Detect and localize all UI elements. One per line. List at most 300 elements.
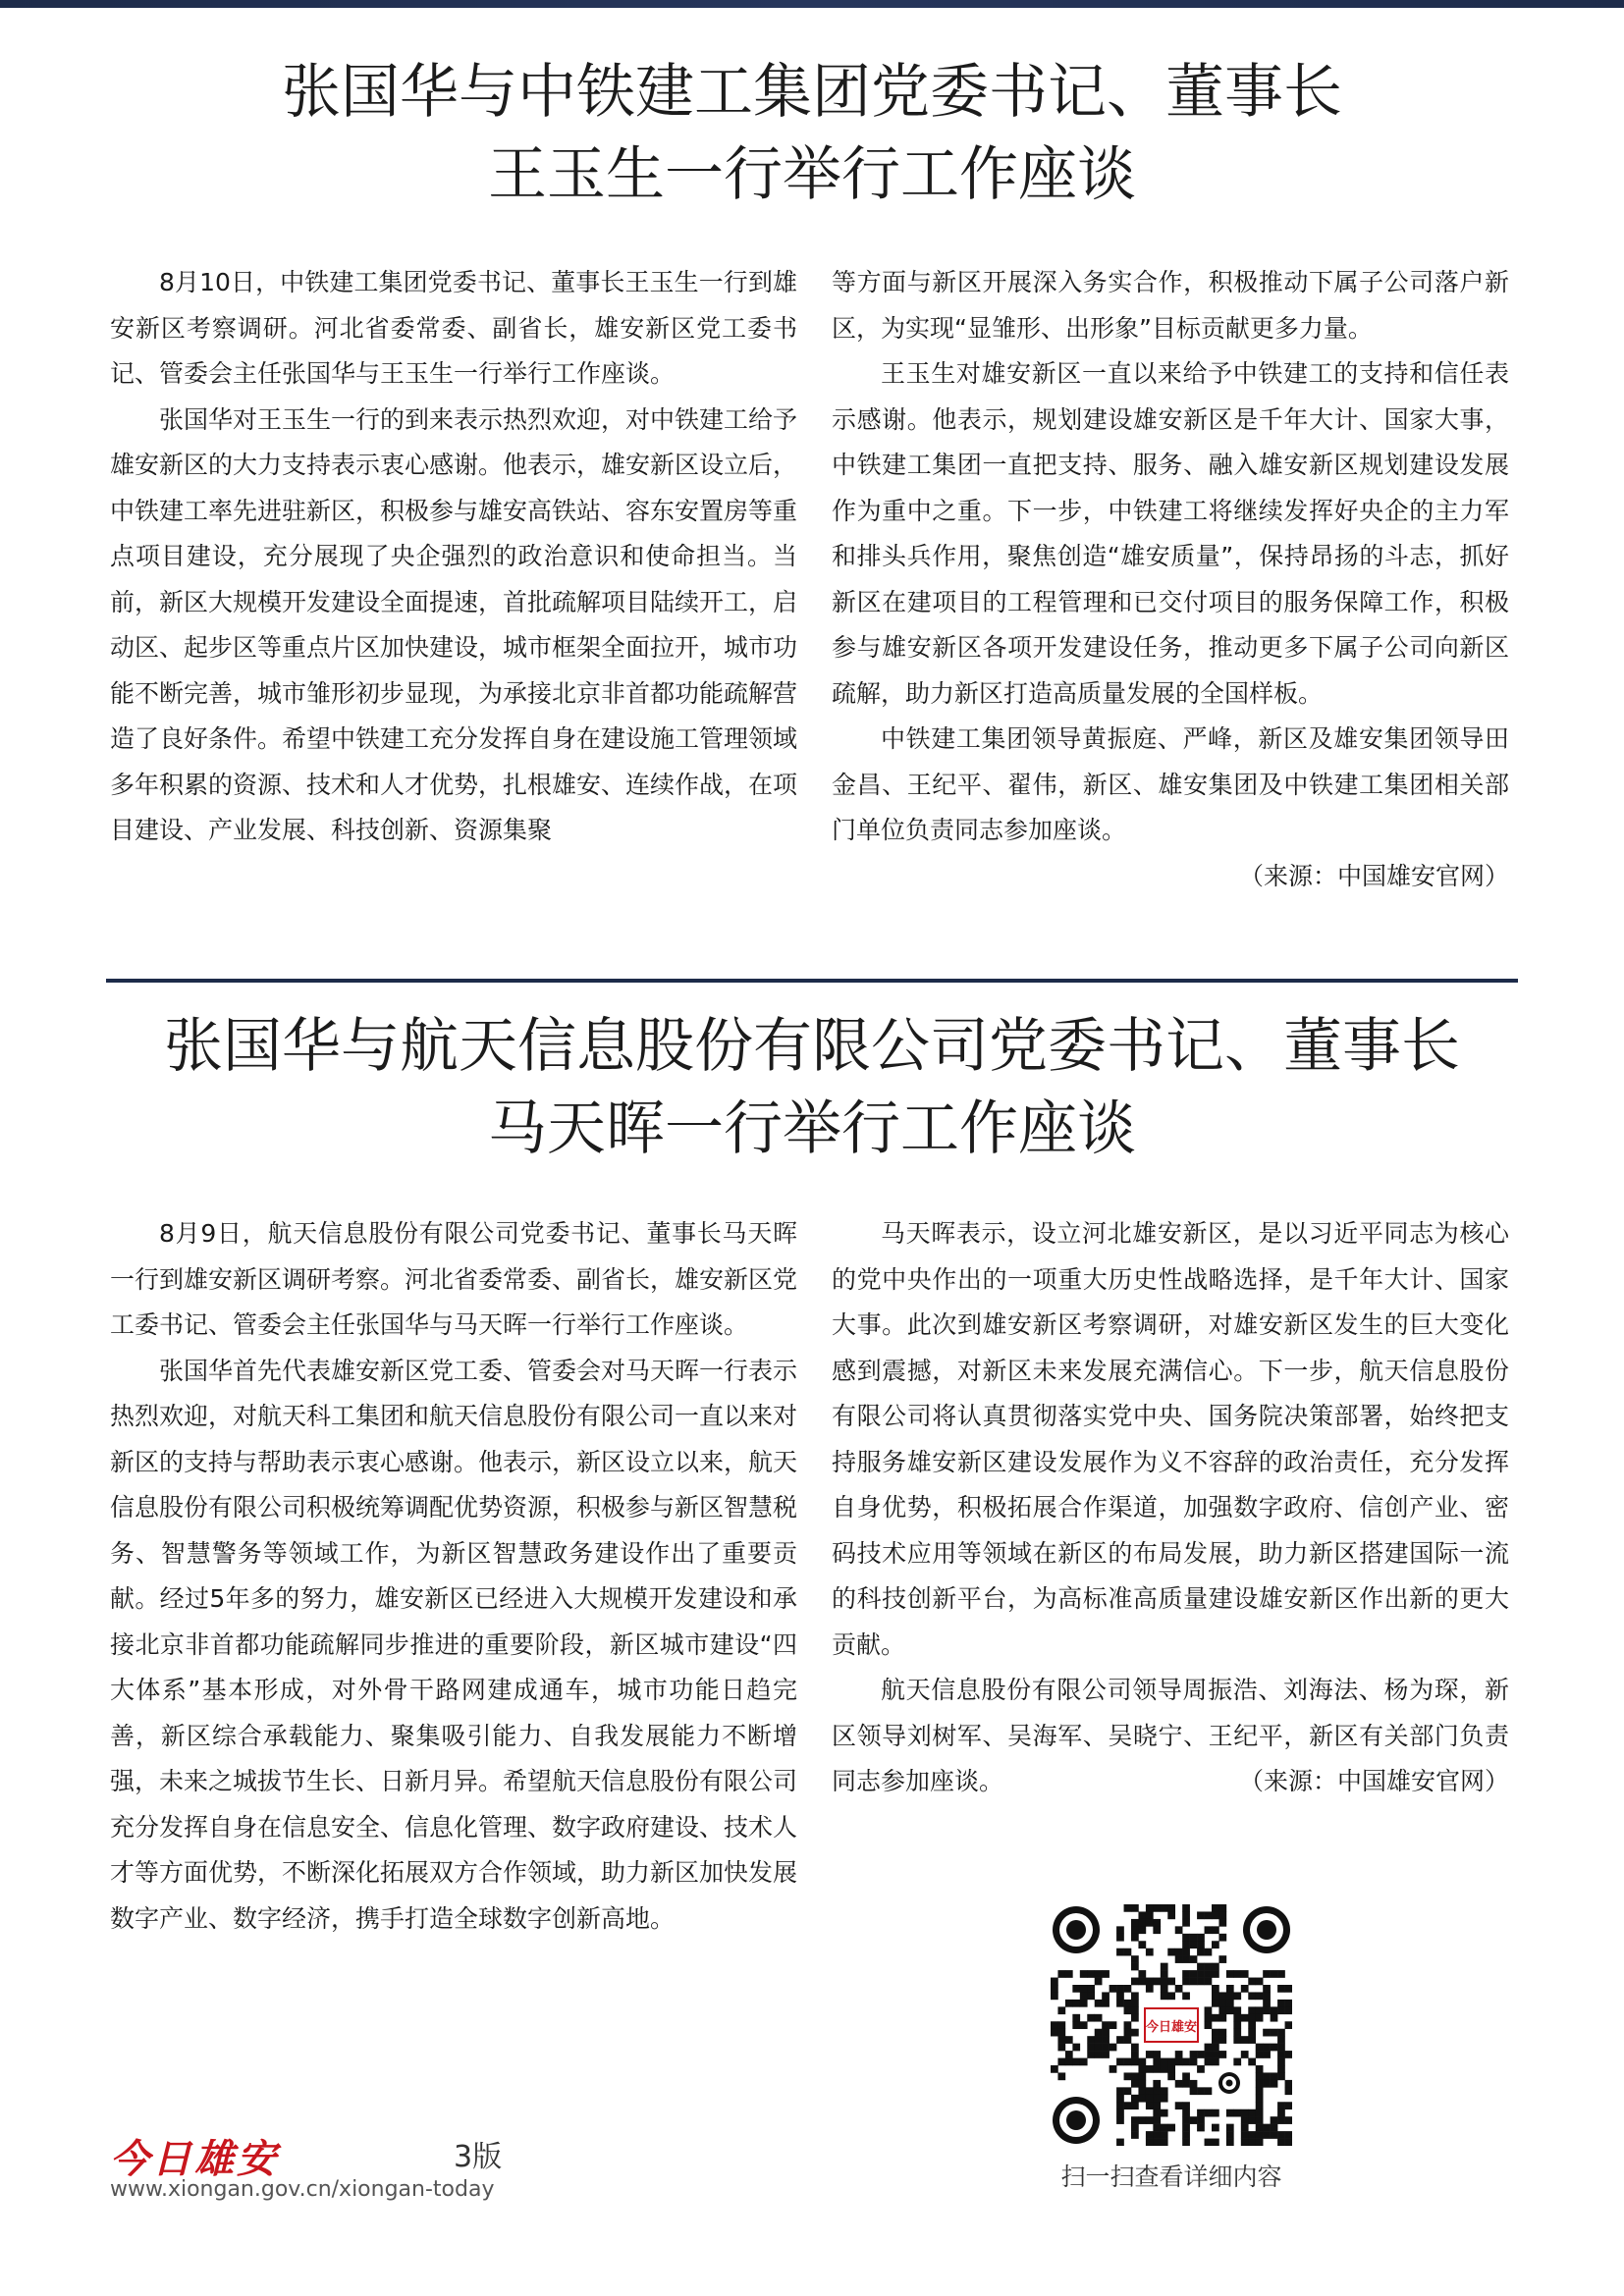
qr-module — [1218, 2051, 1226, 2058]
qr-module — [1241, 2036, 1249, 2044]
qr-module — [1095, 2029, 1103, 2037]
qr-module — [1263, 2000, 1271, 2007]
qr-module — [1072, 2000, 1080, 2007]
qr-module — [1248, 2021, 1256, 2029]
article2-paragraph: 马天晖表示，设立河北雄安新区，是以习近平同志为核心的党中央作出的一项重大历史性战略选择，是千年大计、国家大事。此次到雄安新区考察调研，对雄安新区发生的巨大变化感到震撼，对新区未来发展充满信心。下一步，航天信息股份有限公司将认真贯彻落实党中央、国务院决策部署，始终把支持服务雄安新区建设发展作为义不容辞的政治责任，充分发挥自身优势，积极拓展合作渠道，加强数字政府、信创产业、密码技术应用等领域在新区的布局发展，助力新区搭建国际一流的科技创新平台，为高标准高质量建设雄安新区作出新的更大贡献。 — [832, 1219, 1509, 1659]
qr-module — [1182, 1919, 1190, 1927]
qr-module — [1153, 1904, 1161, 1912]
qr-module — [1167, 1911, 1175, 1919]
qr-module — [1087, 1985, 1095, 1993]
qr-module — [1256, 2116, 1264, 2124]
qr-module — [1256, 2006, 1264, 2014]
qr-module — [1277, 2029, 1285, 2037]
qr-module — [1197, 1970, 1205, 1978]
qr-module — [1277, 2065, 1285, 2073]
qr-caption: 扫一扫查看详细内容 — [1060, 2163, 1282, 2191]
qr-module — [1057, 1970, 1065, 1978]
qr-module — [1116, 1992, 1124, 2000]
article1-paragraph: 8月10日，中铁建工集团党委书记、董事长王玉生一行到雄安新区考察调研。河北省委常委、副省长，雄安新区党工委书记、管委会主任张国华与王玉生一行举行工作座谈。 — [110, 268, 797, 388]
qr-module — [1116, 2036, 1124, 2044]
qr-module — [1285, 2116, 1292, 2124]
qr-module — [1190, 2116, 1198, 2124]
qr-module — [1197, 1949, 1205, 1956]
qr-module — [1241, 2131, 1249, 2139]
qr-module — [1233, 1970, 1241, 1978]
qr-module — [1277, 2000, 1285, 2007]
qr-module — [1212, 1911, 1219, 1919]
qr-module — [1124, 2000, 1132, 2007]
qr-module — [1212, 2014, 1219, 2022]
qr-module — [1153, 2102, 1161, 2109]
qr-module — [1153, 1978, 1161, 1986]
qr-module — [1131, 2116, 1139, 2124]
qr-module — [1138, 2072, 1146, 2080]
qr-module — [1153, 2080, 1161, 2088]
qr-module — [1271, 2080, 1278, 2088]
qr-module — [1080, 1985, 1088, 1993]
qr-module — [1212, 2124, 1219, 2132]
qr-module — [1124, 1985, 1132, 1993]
qr-module — [1131, 2080, 1139, 2088]
qr-module — [1161, 2065, 1168, 2073]
qr-module — [1212, 2051, 1219, 2058]
article1-continuation: 等方面与新区开展深入务实合作，积极推动下属子公司落户新区，为实现“显雏形、出形象”目标贡献更多力量。 — [832, 268, 1509, 343]
qr-module — [1182, 1992, 1190, 2000]
qr-module — [1153, 2139, 1161, 2146]
qr-module — [1138, 2116, 1146, 2124]
qr-module — [1285, 2080, 1292, 2088]
qr-module — [1175, 2102, 1183, 2109]
qr-module — [1072, 2021, 1080, 2029]
qr-module — [1241, 2051, 1249, 2058]
qr-module — [1131, 2000, 1139, 2007]
qr-module — [1087, 2014, 1095, 2022]
qr-module — [1116, 2139, 1124, 2146]
qr-module — [1205, 2087, 1213, 2095]
qr-module — [1131, 2131, 1139, 2139]
qr-module — [1131, 1963, 1139, 1971]
article2-paragraph: 8月9日，航天信息股份有限公司党委书记、董事长马天晖一行到雄安新区调研考察。河北省委常委、副省长，雄安新区党工委书记、管委会主任张国华与马天晖一行举行工作座谈。 — [110, 1219, 798, 1339]
qr-module — [1182, 1904, 1190, 1912]
qr-module — [1226, 2139, 1234, 2146]
qr-module — [1095, 1978, 1103, 1986]
article2-title-line1: 张国华与航天信息股份有限公司党委书记、董事长 — [164, 1012, 1460, 1081]
qr-module — [1190, 1978, 1198, 1986]
qr-module — [1197, 1978, 1205, 1986]
qr-module — [1218, 1911, 1226, 1919]
qr-module — [1218, 1934, 1226, 1942]
qr-module — [1226, 2109, 1234, 2117]
qr-module — [1175, 2051, 1183, 2058]
qr-module — [1095, 2014, 1103, 2022]
qr-module — [1116, 2116, 1124, 2124]
qr-module — [1072, 2058, 1080, 2066]
qr-module — [1080, 2058, 1088, 2066]
qr-module — [1271, 2006, 1278, 2014]
qr-module — [1087, 1970, 1095, 1978]
qr-module — [1095, 1970, 1103, 1978]
qr-module — [1065, 2036, 1073, 2044]
qr-module — [1277, 2006, 1285, 2014]
qr-module — [1146, 1949, 1154, 1956]
article1-paragraph: 张国华对王玉生一行的到来表示热烈欢迎，对中铁建工给予雄安新区的大力支持表示衷心感谢。他表示，雄安新区设立后，中铁建工率先进驻新区，积极参与雄安高铁站、容东安置房等重点项目建设，充分展现了央企强烈的政治意识和使命担当。当前，新区大规模开发建设全面提速，首批疏解项目陆续开工，启动区、起步区等重点片区加快建设，城市框架全面拉开，城市功能不断完善，城市雏形初步显现，为承接北京非首都功能疏解营造了良好条件。希望中铁建工充分发挥自身在建设施工管理领域多年积累的资源、技术和人才优势，扎根雄安、连续作战，在项目建设、产业发展、科技创新、资源集聚 — [110, 404, 798, 844]
qr-module — [1153, 2051, 1161, 2058]
masthead-logo: 今日雄安 — [110, 2136, 279, 2182]
qr-module — [1241, 2014, 1249, 2022]
qr-module — [1205, 2109, 1213, 2117]
qr-module — [1124, 2029, 1132, 2037]
qr-module — [1153, 2065, 1161, 2073]
qr-module — [1138, 1919, 1146, 1927]
qr-module — [1087, 2044, 1095, 2052]
qr-module — [1116, 2102, 1124, 2109]
qr-module — [1146, 1985, 1154, 1993]
qr-module — [1205, 1978, 1213, 1986]
article1-paragraph: 中铁建工集团领导黄振庭、严峰，新区及雄安集团领导田金昌、王纪平、翟伟，新区、雄安集团及中铁建工集团相关部门单位负责同志参加座谈。 — [832, 724, 1509, 844]
qr-module — [1131, 1926, 1139, 1934]
article1-title-line2: 王玉生一行举行工作座谈 — [488, 140, 1136, 209]
qr-module — [1263, 2124, 1271, 2132]
qr-module — [1146, 1904, 1154, 1912]
qr-module — [1256, 2065, 1264, 2073]
qr-module — [1146, 2131, 1154, 2139]
qr-module — [1256, 2102, 1264, 2109]
qr-module — [1146, 2139, 1154, 2146]
qr-module — [1218, 2014, 1226, 2022]
qr-module — [1124, 2021, 1132, 2029]
qr-module — [1285, 2006, 1292, 2014]
qr-module — [1153, 2095, 1161, 2103]
qr-module — [1263, 2044, 1271, 2052]
qr-module — [1051, 2021, 1058, 2029]
article2-last-paragraph — [832, 1668, 1509, 1805]
qr-module — [1131, 1919, 1139, 1927]
qr-module — [1138, 1941, 1146, 1949]
qr-module — [1197, 1934, 1205, 1942]
qr-module — [1277, 2058, 1285, 2066]
qr-module — [1057, 2044, 1065, 2052]
qr-module — [1124, 2087, 1132, 2095]
qr-module — [1182, 2139, 1190, 2146]
qr-module — [1087, 1992, 1095, 2000]
qr-module — [1153, 2109, 1161, 2117]
qr-module — [1233, 2006, 1241, 2014]
qr-module — [1205, 1963, 1213, 1971]
qr-module — [1205, 2058, 1213, 2066]
qr-module — [1248, 2006, 1256, 2014]
qr-module — [1205, 2139, 1213, 2146]
qr-module — [1167, 2072, 1175, 2080]
qr-module — [1138, 1978, 1146, 1986]
article2-last-paragraph-text: 航天信息股份有限公司领导周振浩、刘海法、杨为琛，新区领导刘树军、吴海军、吴晓宁、王纪平，新区有关部门负责同志参加座谈。 — [832, 1676, 1509, 1795]
qr-module — [1197, 1941, 1205, 1949]
qr-module — [1277, 2036, 1285, 2044]
qr-finder-top-left — [1053, 1906, 1100, 1953]
qr-module — [1131, 2095, 1139, 2103]
website-url[interactable]: www.xiongan.gov.cn/xiongan-today — [110, 2177, 495, 2202]
qr-module — [1110, 2044, 1117, 2052]
qr-module — [1197, 1911, 1205, 1919]
qr-module — [1256, 2131, 1264, 2139]
qr-module — [1131, 2124, 1139, 2132]
qr-module — [1205, 1970, 1213, 1978]
qr-module — [1175, 1926, 1183, 1934]
qr-module — [1131, 2044, 1139, 2052]
qr-module — [1161, 1978, 1168, 1986]
qr-module — [1153, 2087, 1161, 2095]
qr-module — [1116, 1926, 1124, 1934]
qr-module — [1182, 2124, 1190, 2132]
qr-module — [1248, 2029, 1256, 2037]
qr-module — [1256, 2051, 1264, 2058]
qr-module — [1124, 1904, 1132, 1912]
qr-module — [1138, 2058, 1146, 2066]
qr-module — [1233, 2021, 1241, 2029]
qr-module — [1131, 2072, 1139, 2080]
qr-module — [1161, 1963, 1168, 1971]
qr-module — [1138, 1911, 1146, 1919]
qr-module — [1190, 2080, 1198, 2088]
qr-module — [1131, 2014, 1139, 2022]
qr-module — [1161, 2095, 1168, 2103]
qr-module — [1102, 2021, 1110, 2029]
qr-module — [1057, 2029, 1065, 2037]
qr-module — [1175, 1949, 1183, 1956]
qr-module — [1197, 2116, 1205, 2124]
qr-module — [1218, 1955, 1226, 1963]
qr-module — [1212, 1963, 1219, 1971]
qr-module — [1205, 2044, 1213, 2052]
qr-module — [1285, 2102, 1292, 2109]
qr-module — [1138, 2080, 1146, 2088]
qr-module — [1256, 2124, 1264, 2132]
qr-module — [1138, 1926, 1146, 1934]
qr-module — [1271, 2116, 1278, 2124]
qr-module — [1110, 2065, 1117, 2073]
qr-module — [1116, 2087, 1124, 2095]
qr-module — [1146, 2116, 1154, 2124]
qr-module — [1190, 2051, 1198, 2058]
qr-module — [1263, 1985, 1271, 1993]
qr-module — [1212, 1970, 1219, 1978]
qr-module — [1218, 1904, 1226, 1912]
qr-module — [1212, 1926, 1219, 1934]
qr-module — [1212, 1985, 1219, 1993]
article2-source: （来源：中国雄安官网） — [1238, 1767, 1509, 1795]
qr-module — [1263, 2051, 1271, 2058]
qr-finder-bottom-left — [1053, 2097, 1100, 2144]
qr-module — [1271, 1970, 1278, 1978]
qr-module — [1197, 1963, 1205, 1971]
qr-module — [1116, 1949, 1124, 1956]
qr-finder-bottom-right — [1218, 2072, 1240, 2094]
qr-module — [1087, 2051, 1095, 2058]
article1-title-line1: 张国华与中铁建工集团党委书记、董事长 — [282, 58, 1342, 127]
qr-module — [1277, 2072, 1285, 2080]
qr-module — [1256, 2072, 1264, 2080]
qr-module — [1182, 1911, 1190, 1919]
qr-module — [1167, 1904, 1175, 1912]
qr-module — [1167, 2058, 1175, 2066]
qr-module — [1102, 2044, 1110, 2052]
qr-code-icon[interactable] — [1051, 1904, 1292, 2146]
qr-module — [1131, 1904, 1139, 1912]
qr-module — [1124, 2036, 1132, 2044]
qr-module — [1102, 2000, 1110, 2007]
qr-module — [1248, 2036, 1256, 2044]
article2-left-column — [110, 1211, 797, 1942]
qr-module — [1233, 2014, 1241, 2022]
qr-module — [1271, 2072, 1278, 2080]
qr-module — [1248, 2116, 1256, 2124]
article1-title — [0, 51, 1624, 216]
qr-module — [1051, 1985, 1058, 1993]
qr-module — [1285, 2000, 1292, 2007]
qr-module — [1161, 2131, 1168, 2139]
qr-module — [1051, 1978, 1058, 1986]
qr-module — [1131, 1992, 1139, 2000]
qr-module — [1080, 2021, 1088, 2029]
qr-module — [1212, 2058, 1219, 2066]
qr-module — [1212, 1904, 1219, 1912]
qr-module — [1175, 2058, 1183, 2066]
qr-module — [1256, 2014, 1264, 2022]
qr-module — [1233, 1992, 1241, 2000]
qr-module — [1226, 1992, 1234, 2000]
qr-module — [1175, 2080, 1183, 2088]
qr-module — [1248, 2109, 1256, 2117]
qr-module — [1256, 2139, 1264, 2146]
qr-module — [1095, 2036, 1103, 2044]
qr-module — [1167, 1978, 1175, 1986]
qr-module — [1146, 2051, 1154, 2058]
qr-module — [1182, 2109, 1190, 2117]
qr-finder-top-right — [1243, 1906, 1290, 1953]
qr-module — [1124, 2058, 1132, 2066]
qr-module — [1153, 2131, 1161, 2139]
article2-paragraph: 张国华首先代表雄安新区党工委、管委会对马天晖一行表示热烈欢迎，对航天科工集团和航天信息股份有限公司一直以来对新区的支持与帮助表示衷心感谢。他表示，新区设立以来，航天信息股份有限公司积极统筹调配优势资源，积极参与新区智慧税务、智慧警务等领域工作，为新区智慧政务建设作出了重要贡献。经过5年多的努力，雄安新区已经进入大规模开发建设和承接北京非首都功能疏解同步推进的重要阶段，新区城市建设“四大体系”基本形成，对外骨干路网建成通车，城市功能日趋完善，新区综合承载能力、聚集吸引能力、自我发展能力不断增强，未来之城拔节生长、日新月异。希望航天信息股份有限公司充分发挥自身在信息安全、信息化管理、数字政府建设、技术人才等方面优势，不断深化拓展双方合作领域，助力新区加快发展数字产业、数字经济，携手打造全球数字创新高地。 — [110, 1356, 798, 1933]
qr-module — [1167, 1949, 1175, 1956]
qr-module — [1182, 2058, 1190, 2066]
qr-module — [1277, 2116, 1285, 2124]
qr-module — [1124, 2102, 1132, 2109]
qr-module — [1175, 1955, 1183, 1963]
qr-module — [1263, 2080, 1271, 2088]
qr-module — [1131, 2051, 1139, 2058]
qr-module — [1256, 2044, 1264, 2052]
qr-module — [1271, 2131, 1278, 2139]
qr-module — [1131, 2029, 1139, 2037]
qr-module — [1212, 1941, 1219, 1949]
qr-module — [1263, 1992, 1271, 2000]
qr-module — [1285, 2051, 1292, 2058]
qr-module — [1116, 2109, 1124, 2117]
qr-module — [1285, 1985, 1292, 1993]
qr-module — [1131, 1934, 1139, 1942]
qr-module — [1095, 2000, 1103, 2007]
qr-module — [1241, 2124, 1249, 2132]
qr-module — [1218, 1992, 1226, 2000]
qr-logo: 今日雄安 — [1145, 2020, 1198, 2035]
article-divider — [106, 979, 1518, 983]
qr-module — [1226, 1970, 1234, 1978]
qr-module — [1256, 2095, 1264, 2103]
qr-module — [1248, 2139, 1256, 2146]
qr-module — [1277, 2131, 1285, 2139]
qr-module — [1138, 2095, 1146, 2103]
qr-module — [1167, 1992, 1175, 2000]
qr-module — [1218, 2029, 1226, 2037]
qr-module — [1161, 2087, 1168, 2095]
qr-module — [1285, 2139, 1292, 2146]
qr-module — [1190, 2087, 1198, 2095]
qr-module — [1197, 2087, 1205, 2095]
qr-module — [1197, 2124, 1205, 2132]
qr-module — [1190, 1970, 1198, 1978]
qr-module — [1205, 1911, 1213, 1919]
qr-module — [1263, 2006, 1271, 2014]
article1-right-column — [832, 260, 1509, 899]
qr-module — [1277, 2139, 1285, 2146]
qr-module — [1095, 2051, 1103, 2058]
qr-module — [1248, 2014, 1256, 2022]
qr-module — [1146, 1911, 1154, 1919]
qr-module — [1205, 1949, 1213, 1956]
qr-module — [1161, 1985, 1168, 1993]
qr-module — [1248, 2131, 1256, 2139]
qr-module — [1256, 1978, 1264, 1986]
article1-left-column — [110, 260, 797, 854]
qr-module — [1182, 1941, 1190, 1949]
qr-module — [1087, 2036, 1095, 2044]
qr-module — [1263, 2029, 1271, 2037]
qr-module — [1271, 2124, 1278, 2132]
qr-module — [1057, 2072, 1065, 2080]
qr-module — [1102, 1992, 1110, 2000]
qr-module — [1182, 1934, 1190, 1942]
qr-module — [1153, 1926, 1161, 1934]
qr-module — [1197, 2065, 1205, 2073]
qr-module — [1065, 1970, 1073, 1978]
qr-module — [1241, 1970, 1249, 1978]
qr-module — [1153, 2124, 1161, 2132]
qr-module — [1116, 2095, 1124, 2103]
qr-module — [1212, 2029, 1219, 2037]
qr-module — [1285, 2021, 1292, 2029]
qr-module — [1116, 1985, 1124, 1993]
top-color-bar — [0, 0, 1624, 8]
qr-module — [1256, 2080, 1264, 2088]
qr-module — [1212, 1992, 1219, 2000]
qr-module — [1277, 1970, 1285, 1978]
qr-module — [1256, 2109, 1264, 2117]
qr-module — [1116, 1934, 1124, 1942]
qr-module — [1131, 1955, 1139, 1963]
qr-module — [1102, 1970, 1110, 1978]
qr-module — [1277, 1985, 1285, 1993]
qr-module — [1146, 1978, 1154, 1986]
qr-module — [1277, 2109, 1285, 2117]
qr-module — [1182, 1949, 1190, 1956]
qr-module — [1051, 2029, 1058, 2037]
qr-module — [1124, 2006, 1132, 2014]
qr-module — [1218, 2000, 1226, 2007]
qr-module — [1051, 2065, 1058, 2073]
qr-module — [1138, 2065, 1146, 2073]
qr-module — [1226, 2000, 1234, 2007]
qr-module — [1233, 2029, 1241, 2037]
qr-module — [1072, 1985, 1080, 1993]
